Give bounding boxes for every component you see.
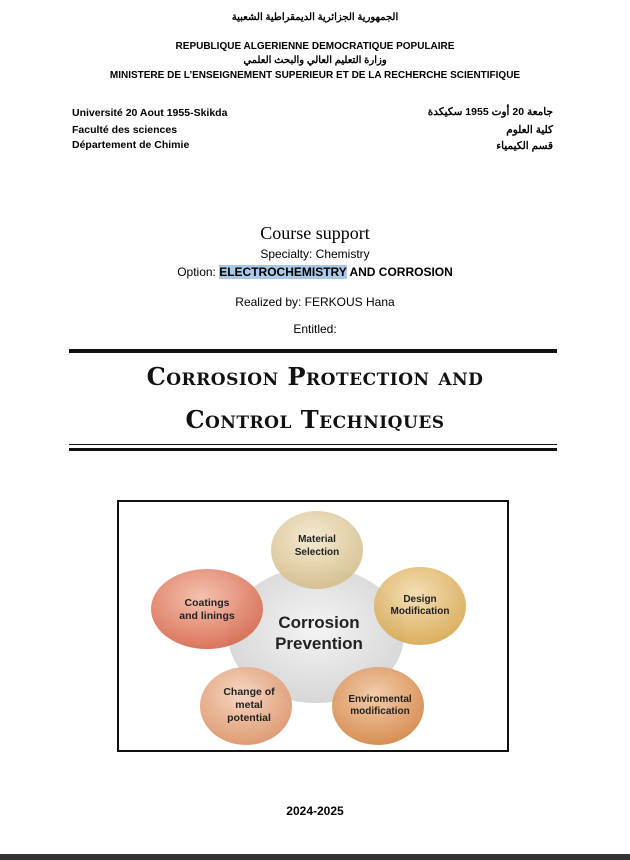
specialty-line: Specialty: Chemistry xyxy=(260,247,370,261)
node-label-env-modification: modification xyxy=(350,706,410,717)
university-name-fr: Université 20 Aout 1955-Skikda xyxy=(72,107,228,119)
node-label-material: Material xyxy=(298,534,336,545)
course-label: Course support xyxy=(260,223,370,243)
diagram-svg xyxy=(119,502,507,750)
academic-year: 2024-2025 xyxy=(286,804,344,818)
title-rule-top xyxy=(69,349,557,353)
corrosion-prevention-diagram xyxy=(117,500,509,752)
header-ar-ministry: وزارة التعليم العالي والبحث العلمي xyxy=(243,55,387,66)
entitled-label: Entitled: xyxy=(293,322,337,336)
node-label-selection: Selection xyxy=(294,547,340,558)
header-ar-republic: الجمهورية الجزائرية الديمقراطية الشعبية xyxy=(231,12,399,23)
node-label-enviromental: Enviromental xyxy=(348,694,412,705)
node-label-coatings: Coatings xyxy=(184,597,230,609)
node-circle-coatings-and-linings xyxy=(151,569,263,649)
realized-by: Realized by: FERKOUS Hana xyxy=(235,295,395,309)
title-rule-bottom-thick xyxy=(69,448,557,451)
faculty-name-fr: Faculté des sciences xyxy=(72,124,178,136)
center-label-line2: Prevention xyxy=(275,634,363,653)
document-title-line2: Control Techniques xyxy=(185,405,445,434)
header-fr-republic: REPUBLIQUE ALGERIENNE DEMOCRATIQUE POPULAIRE xyxy=(175,41,455,52)
bottom-edge-bar xyxy=(0,854,630,860)
department-name-fr: Département de Chimie xyxy=(72,139,190,151)
university-name-ar: جامعة 20 أوت 1955 سكيكدة xyxy=(427,106,553,118)
option-line xyxy=(0,265,630,279)
node-label-modification: Modification xyxy=(390,606,450,617)
option-highlight: ELECTROCHEMISTRY xyxy=(219,265,347,279)
option-prefix: Option: xyxy=(177,265,220,279)
document-title-line1: Corrosion Protection and xyxy=(146,362,484,391)
option-rest: AND CORROSION xyxy=(346,265,453,279)
faculty-name-ar: كلية العلوم xyxy=(506,124,553,136)
node-label-change-of: Change of xyxy=(223,686,275,698)
header-fr-ministry: MINISTERE DE L’ENSEIGNEMENT SUPERIEUR ET DE LA RECHERCHE SCIENTIFIQUE xyxy=(109,70,521,81)
center-label-line1: Corrosion xyxy=(278,613,360,632)
node-label-and-linings: and linings xyxy=(179,610,235,622)
title-rule-bottom-thin xyxy=(69,444,557,445)
node-label-metal: metal xyxy=(235,699,263,711)
department-name-ar: قسم الكيمياء xyxy=(496,140,553,152)
node-label-design: Design xyxy=(403,594,437,605)
node-label-potential: potential xyxy=(227,712,271,724)
